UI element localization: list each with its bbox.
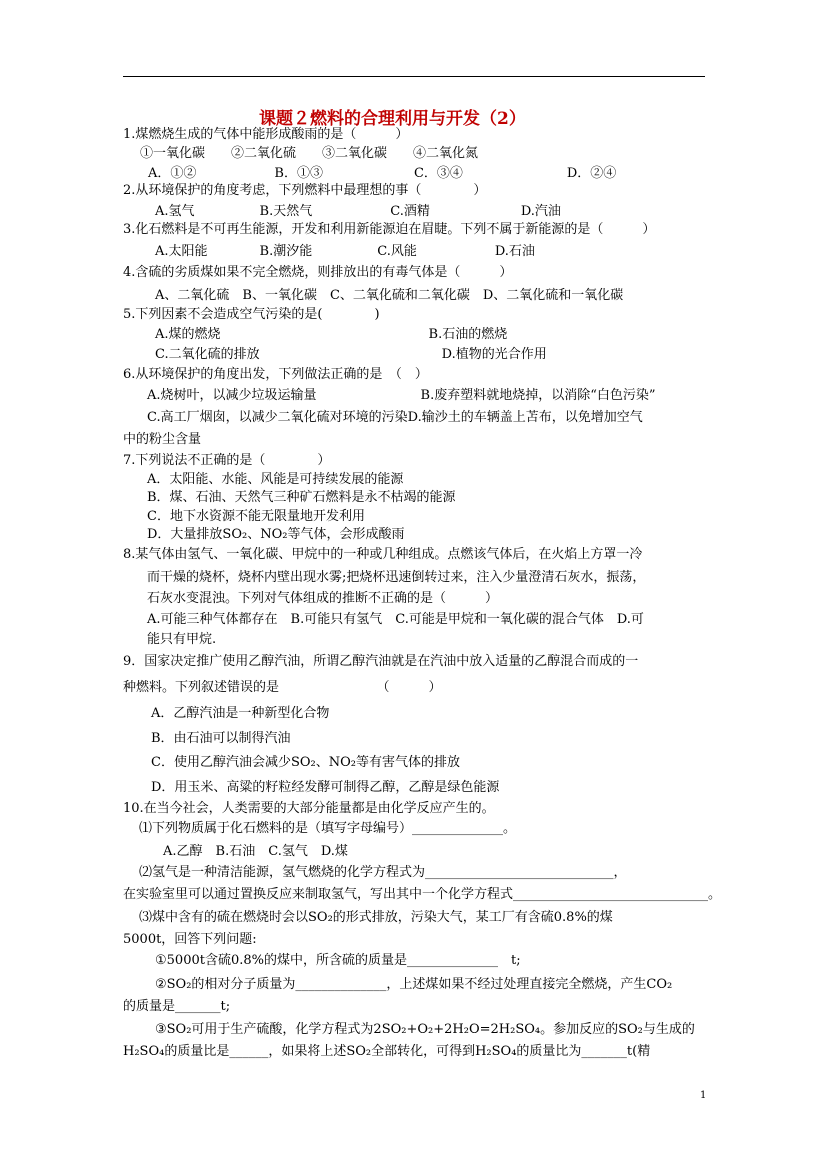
- text-line: B．由石油可以制得汽油: [151, 731, 291, 746]
- text-line: ②SO₂的相对分子质量为______________，上述煤如果不经过处理直接完全燃烧，产生CO₂: [155, 977, 673, 992]
- text-line: 7.下列说法不正确的是（ ）: [123, 453, 331, 468]
- text-line: B．煤、石油、天然气三种矿石燃料是永不枯竭的能源: [147, 490, 456, 505]
- text-line: A．乙醇汽油是一种新型化合物: [151, 706, 330, 721]
- text-line: ①5000t含硫0.8%的煤中，所含硫的质量是______________ t;: [155, 953, 521, 968]
- text-line: 的质量是_______t;: [123, 999, 231, 1014]
- text-line: 2.从环境保护的角度考虑，下列燃料中最理想的事（ ）: [123, 183, 487, 198]
- text-line: A.烧树叶，以减少垃圾运输量 B.废弃塑料就地烧掉，以消除“白色污染”: [147, 388, 656, 403]
- text-line: 5.下列因素不会造成空气污染的是( ): [123, 307, 380, 322]
- text-line: 6.从环境保护的角度出发，下列做法正确的是 （ ）: [123, 367, 428, 382]
- text-line: A.可能三种气体都存在 B.可能只有氢气 C.可能是甲烷和一氧化碳的混合气体 D.可: [147, 612, 644, 627]
- text-line: C.二氧化硫的排放 D.植物的光合作用: [155, 347, 547, 362]
- text-line: 9．国家决定推广使用乙醇汽油，所谓乙醇汽油就是在汽油中放入适量的乙醇混合而成的一: [123, 654, 639, 669]
- text-line: 1.煤燃烧生成的气体中能形成酸雨的是（ ）: [123, 127, 409, 142]
- header-rule: [123, 76, 705, 77]
- text-line: 8.某气体由氢气、一氧化碳、甲烷中的一种或几种组成。点燃该气体后，在火焰上方罩一冷: [123, 547, 643, 562]
- text-line: 在实验室里可以通过置换反应来制取氢气，写出其中一个化学方程式______________________________。: [123, 887, 722, 902]
- page-number: 1: [700, 1090, 707, 1101]
- text-line: ⑶煤中含有的硫在燃烧时会以SO₂的形式排放，污染大气，某工厂有含硫0.8%的煤: [139, 910, 613, 925]
- page-title: 课题２燃料的合理利用与开发（2）: [259, 109, 526, 129]
- text-line: 中的粉尘含量: [123, 432, 202, 447]
- text-line: C．地下水资源不能无限量地开发利用: [147, 509, 365, 524]
- text-line: 5000t，回答下列问题:: [123, 932, 257, 947]
- text-line: 石灰水变混浊。下列对气体组成的推断不正确的是（ ）: [147, 591, 499, 606]
- text-line: ③SO₂可用于生产硫酸，化学方程式为2SO₂+O₂+2H₂O=2H₂SO₄。参加反应的SO₂与生成的: [155, 1022, 695, 1037]
- text-line: A.氢气 B.天然气 C.酒精 D.汽油: [155, 204, 561, 219]
- text-line: A、二氧化硫 B、一氧化碳 C、二氧化硫和二氧化碳 D、二氧化硫和一氧化碳: [155, 288, 624, 303]
- text-line: C.高工厂烟囱，以减少二氧化硫对环境的污染D.输沙土的车辆盖上苫布，以免增加空气: [147, 410, 643, 425]
- text-line: A.乙醇 B.石油 C.氢气 D.煤: [163, 844, 348, 859]
- text-line: D．大量排放SO₂、NO₂等气体，会形成酸雨: [147, 527, 405, 542]
- text-line: ①一氧化碳 ②二氧化硫 ③二氧化碳 ④二氧化氮: [140, 146, 479, 161]
- text-line: ⑴下列物质属于化石燃料的是（填写字母编号）______________。: [139, 821, 517, 836]
- text-line: D．用玉米、高粱的籽粒经发酵可制得乙醇，乙醇是绿色能源: [151, 780, 500, 795]
- text-line: A.煤的燃烧 B.石油的燃烧: [155, 327, 508, 342]
- text-line: C．使用乙醇汽油会减少SO₂、NO₂等有害气体的排放: [151, 755, 460, 770]
- text-line: 4.含硫的劣质煤如果不完全燃烧，则排放出的有毒气体是（ ）: [123, 265, 513, 280]
- text-line: 种燃料。下列叙述错误的是 （ ）: [123, 680, 442, 695]
- text-line: A.太阳能 B.潮汐能 C.风能 D.石油: [155, 244, 535, 259]
- text-line: A．太阳能、水能、风能是可持续发展的能源: [147, 472, 404, 487]
- text-line: 3.化石燃料是不可再生能源，开发和利用新能源迫在眉睫。下列不属于新能源的是（ ）: [123, 222, 656, 237]
- text-line: ⑵氢气是一种清洁能源，氢气燃烧的化学方程式为_____________________________，: [139, 865, 627, 880]
- text-line: 能只有甲烷.: [147, 632, 217, 647]
- text-line: H₂SO₄的质量比是______，如果将上述SO₂全部转化，可得到H₂SO₄的质量比为_______t(精: [123, 1044, 651, 1059]
- text-line: 而干燥的烧杯，烧杯内壁出现水雾;把烧杯迅速倒转过来，注入少量澄清石灰水，振荡，: [147, 570, 646, 585]
- text-line: 10.在当今社会，人类需要的大部分能量都是由化学反应产生的。: [123, 801, 495, 816]
- text-line: A．①② B．①③ C．③④ D．②④: [148, 166, 617, 181]
